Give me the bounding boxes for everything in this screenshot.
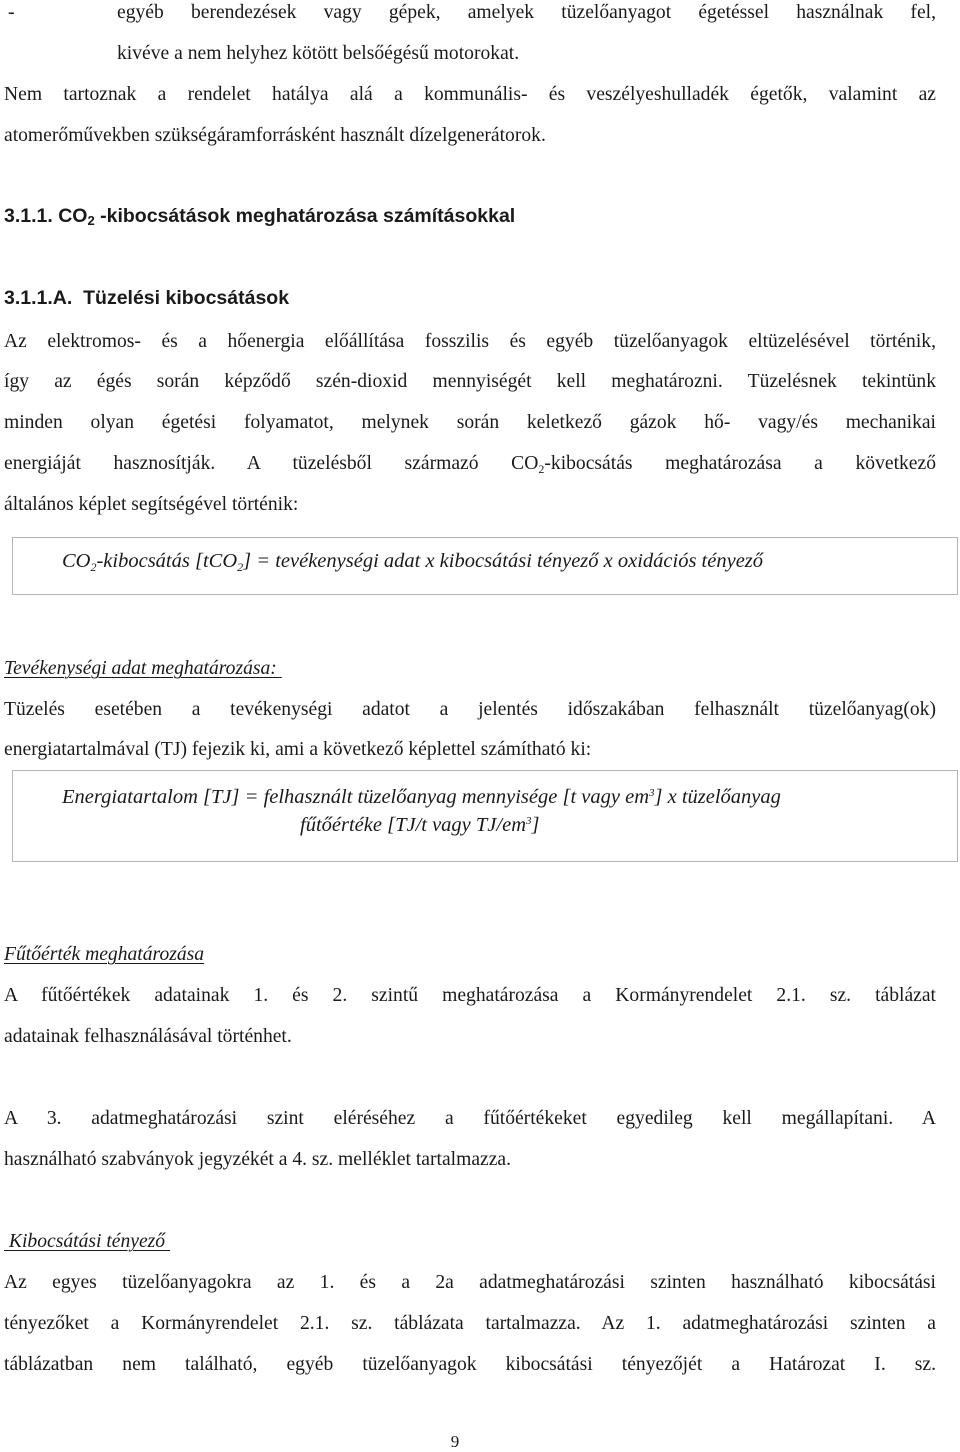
section-number: 3.1.1. [4, 205, 53, 227]
energy-formula-part-b: ] x tüzelőanyag [654, 786, 781, 808]
activity-data-heading [4, 656, 936, 681]
heating-value-line-1: A fűtőértékek adatainak 1. és 2. szintű meghatározása a Kormányrendelet 2.1. sz. táblázat [4, 985, 936, 1006]
energy-formula-part-a: Energiatartalom [TJ] = felhasznált tüzelőanyag mennyisége [t vagy em [62, 786, 649, 808]
energy-formula-line-2 [300, 809, 540, 838]
superscript-3: 3 [526, 815, 532, 827]
heating-value-line-3: A 3. adatmeghatározási szint eléréséhez a fűtőértékeket egyedileg kell megállapítani. A [4, 1108, 936, 1129]
section-heading-3-1-1 [4, 204, 936, 233]
combustion-paragraph-line-3: minden olyan égetési folyamatot, melynek során keletkező gázok hő- vagy/és mechanikai [4, 412, 936, 433]
subscript-2: 2 [87, 213, 95, 228]
emissions-formula [62, 549, 763, 580]
co-text: CO [58, 205, 88, 227]
formula-mid: -kibocsátás [tCO [96, 550, 238, 572]
heating-value-heading-text: Fűtőérték meghatározása [4, 944, 205, 965]
superscript-3: 3 [649, 787, 655, 799]
emission-factor-heading-text: Kibocsátási tényező [4, 1231, 170, 1252]
emission-factor-line-1: Az egyes tüzelőanyagokra az 1. és a 2a adatmeghatározási szinten használható kibocsátási [4, 1272, 936, 1293]
heating-value-line-2: adatainak felhasználásával történhet. [4, 1026, 292, 1047]
scope-paragraph-line-1: Nem tartoznak a rendelet hatálya alá a kommunális- és veszélyeshulladék égetők, valamint az [4, 84, 936, 105]
combustion-paragraph-line-5: általános képlet segítségével történik: [4, 494, 299, 515]
section-heading-3-1-1-a: 3.1.1.A. Tüzelési kibocsátások [4, 287, 290, 309]
section-title-rest: -kibocsátások meghatározása számításokkal [94, 205, 516, 227]
line4-part-a: energiáját hasznosítják. A tüzelésből származó CO [4, 453, 539, 474]
subscript-2: 2 [237, 560, 244, 574]
line4-part-b: -kibocsátás meghatározása a következő [544, 453, 937, 474]
energy-formula-part-d: ] [531, 814, 540, 836]
activity-data-heading-text: Tevékenységi adat meghatározása: [4, 658, 282, 679]
combustion-paragraph-line-2: így az égés során képződő szén-dioxid mennyiségét kell meghatározni. Tüzelésnek tekintünk [4, 371, 936, 392]
scope-paragraph-line-2: atomerőművekben szükségáramforrásként használt dízelgenerátorok. [4, 125, 546, 146]
heating-value-heading [4, 942, 936, 967]
bullet-line-1: egyéb berendezések vagy gépek, amelyek tüzelőanyagot égetéssel használnak fel, [117, 2, 936, 23]
bullet-dash: - [8, 1, 15, 23]
emission-factor-line-2: tényezőket a Kormányrendelet 2.1. sz. táblázata tartalmazza. Az 1. adatmeghatározási szinten a [4, 1313, 936, 1334]
heating-value-line-4: használható szabványok jegyzékét a 4. sz. melléklet tartalmazza. [4, 1149, 512, 1170]
energy-formula-line-1 [62, 781, 781, 810]
energy-formula-part-c: fűtőértéke [TJ/t vagy TJ/em [300, 814, 527, 836]
emission-factor-heading [4, 1229, 936, 1254]
subscript-2: 2 [538, 462, 545, 476]
subscript-2: 2 [90, 560, 97, 574]
activity-paragraph-line-2: energiatartalmával (TJ) fejezik ki, ami a következő képlettel számítható ki: [4, 739, 592, 760]
formula-co: CO [62, 550, 91, 572]
combustion-paragraph-line-1: Az elektromos- és a hőenergia előállítása fosszilis és egyéb tüzelőanyagok eltüzelésével történik, [4, 331, 936, 352]
activity-paragraph-line-1: Tüzelés esetében a tevékenységi adatot a jelentés időszakában felhasznált tüzelőanyag(ok) [4, 699, 936, 720]
formula-rest: ] = tevékenységi adat x kibocsátási tényező x oxidációs tényező [243, 550, 764, 572]
page-number: 9 [450, 1432, 460, 1451]
emission-factor-line-3: táblázatban nem található, egyéb tüzelőanyagok kibocsátási tényezőjét a Határozat I. sz. [4, 1354, 936, 1375]
combustion-paragraph-line-4 [4, 451, 936, 482]
bullet-line-2: kivéve a nem helyhez kötött belsőégésű motorokat. [117, 43, 520, 64]
